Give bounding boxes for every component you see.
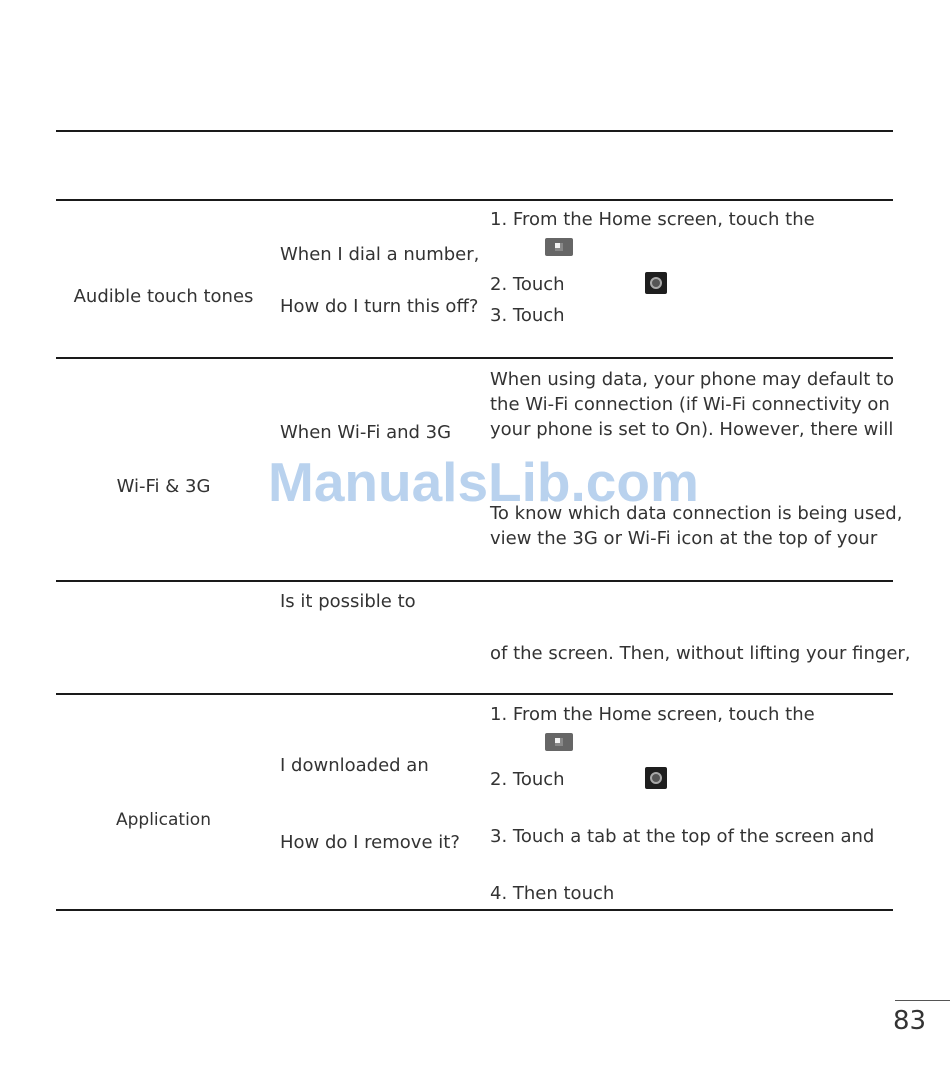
answer-line: 3. Touch <box>490 305 565 326</box>
answer-line: your phone is set to On). However, there will <box>490 419 894 440</box>
apps-icon <box>545 733 573 751</box>
row-category: Application <box>116 810 211 830</box>
row-divider <box>56 693 893 695</box>
row-category: Wi-Fi & 3G <box>116 476 211 497</box>
answer-line: 1. From the Home screen, touch the <box>490 209 815 230</box>
table-top-rule <box>56 130 893 132</box>
question-line: How do I turn this off? <box>280 296 479 317</box>
answer-line: the Wi-Fi connection (if Wi-Fi connectivity on <box>490 394 890 415</box>
page-number-rule <box>895 1000 950 1001</box>
answer-line: 1. From the Home screen, touch the <box>490 704 815 725</box>
watermark: ManualsLib.com <box>268 451 699 513</box>
table-bottom-rule <box>56 909 893 911</box>
settings-icon <box>645 272 667 294</box>
apps-icon <box>545 238 573 256</box>
answer-line: To know which data connection is being used, <box>490 503 903 524</box>
question-line: When Wi-Fi and 3G <box>280 422 452 443</box>
settings-icon <box>645 767 667 789</box>
answer-line: 3. Touch a tab at the top of the screen and <box>490 826 875 847</box>
answer-line: When using data, your phone may default to <box>490 369 895 390</box>
answer-line: 2. Touch <box>490 769 565 790</box>
row-divider <box>56 580 893 582</box>
row-divider <box>56 357 893 359</box>
question-line: When I dial a number, <box>280 244 480 265</box>
page-number: 83 <box>893 1006 927 1036</box>
question-line: How do I remove it? <box>280 832 460 853</box>
answer-line: 2. Touch <box>490 274 565 295</box>
header-bottom-rule <box>56 199 893 201</box>
answer-line: view the 3G or Wi-Fi icon at the top of your <box>490 528 878 549</box>
row-category: Audible touch tones <box>73 286 254 307</box>
answer-line: of the screen. Then, without lifting your finger, <box>490 643 911 664</box>
question-line: Is it possible to <box>280 591 416 612</box>
question-line: I downloaded an <box>280 755 429 776</box>
answer-line: 4. Then touch <box>490 883 615 904</box>
